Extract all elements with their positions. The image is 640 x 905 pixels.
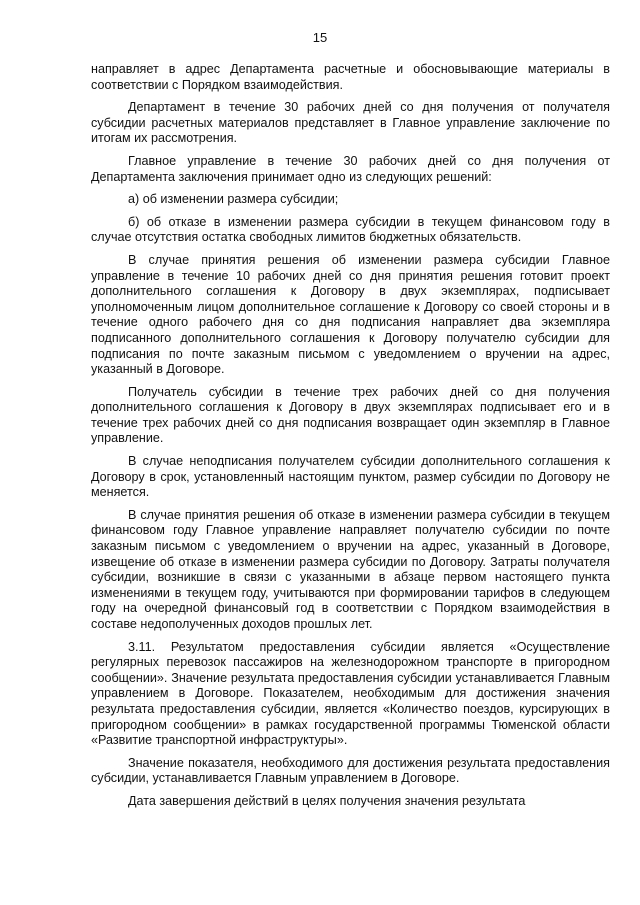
paragraph-refusal-decision: В случае принятия решения об отказе в изменении размера субсидии в текущем финансовом году Главное управление направляет получателю субсидии по почте заказным письмом с уведомлением о вручении на адрес, указанный в Договоре, извещение об отказе в изменении размера субсидии по Договору. Затраты получателя субсидии, возникшие в связи с указанными в абзаце первом настоящего пункта изменениями в текущем году, учитываются при формировании тарифов в следующем году на очередной финансовый год в соответствии с Порядком взаимодействия в составе недополученных доходов прошлых лет. [91, 507, 610, 631]
paragraph-main-directorate-decision: Главное управление в течение 30 рабочих дней со дня получения от Департамента заключения принимает одно из следующих решений: [91, 153, 610, 184]
paragraph-completion-date: Дата завершения действий в целях получения значения результата [128, 793, 526, 808]
document-body [91, 62, 610, 817]
paragraph-recipient-signing: Получатель субсидии в течение трех рабочих дней со дня получения дополнительного соглашения к Договору в двух экземплярах подписывает его и в течение трех рабочих дней со дня подписания возвращает один экземпляр в Главное управление. [91, 384, 610, 446]
paragraph-option-b: б) об отказе в изменении размера субсидии в текущем финансовом году в случае отсутствия остатка свободных лимитов бюджетных обязательств. [91, 214, 610, 245]
paragraph-non-signing: В случае неподписания получателем субсидии дополнительного соглашения к Договору в срок, установленный настоящим пунктом, размер субсидии по Договору не меняется. [91, 454, 610, 500]
paragraph-change-decision: В случае принятия решения об изменении размера субсидии Главное управление в течение 10 рабочих дней со дня принятия решения готовит проект дополнительного соглашения к Договору в двух экземплярах, подписывает уполномоченным лицом дополнительное соглашение к Договору со своей стороны и в течение одного рабочего дня со дня подписания направляет два экземпляра подписанного дополнительного соглашения к Договору получателю субсидии для подписания по почте заказным письмом с уведомлением о вручении на адрес, указанный в Договоре. [91, 252, 610, 377]
paragraph-option-a: а) об изменении размера субсидии; [128, 192, 339, 207]
paragraph-department-review: Департамент в течение 30 рабочих дней со дня получения от получателя субсидии расчетных материалов представляет в Главное управление заключение по итогам их рассмотрения. [91, 100, 610, 146]
paragraph-indicator-value: Значение показателя, необходимого для достижения результата предоставления субсидии, устанавливается Главным управлением в Договоре. [91, 755, 610, 786]
paragraph-3-11-result: 3.11. Результатом предоставления субсидии является «Осуществление регулярных перевозок пассажиров на железнодорожном транспорте в пригородном сообщении». Значение результата предоставления субсидии устанавливается Главным управлением в Договоре. Показателем, необходимым для достижения значения результата предоставления субсидии, является «Количество поездов, курсирующих в пригородном сообщении» в рамках государственной программы Тюменской области «Развитие транспортной инфраструктуры». [91, 639, 610, 748]
paragraph-continuation: направляет в адрес Департамента расчетные и обосновывающие материалы в соответствии с Порядком взаимодействия. [91, 62, 610, 92]
page-number: 15 [312, 30, 328, 45]
